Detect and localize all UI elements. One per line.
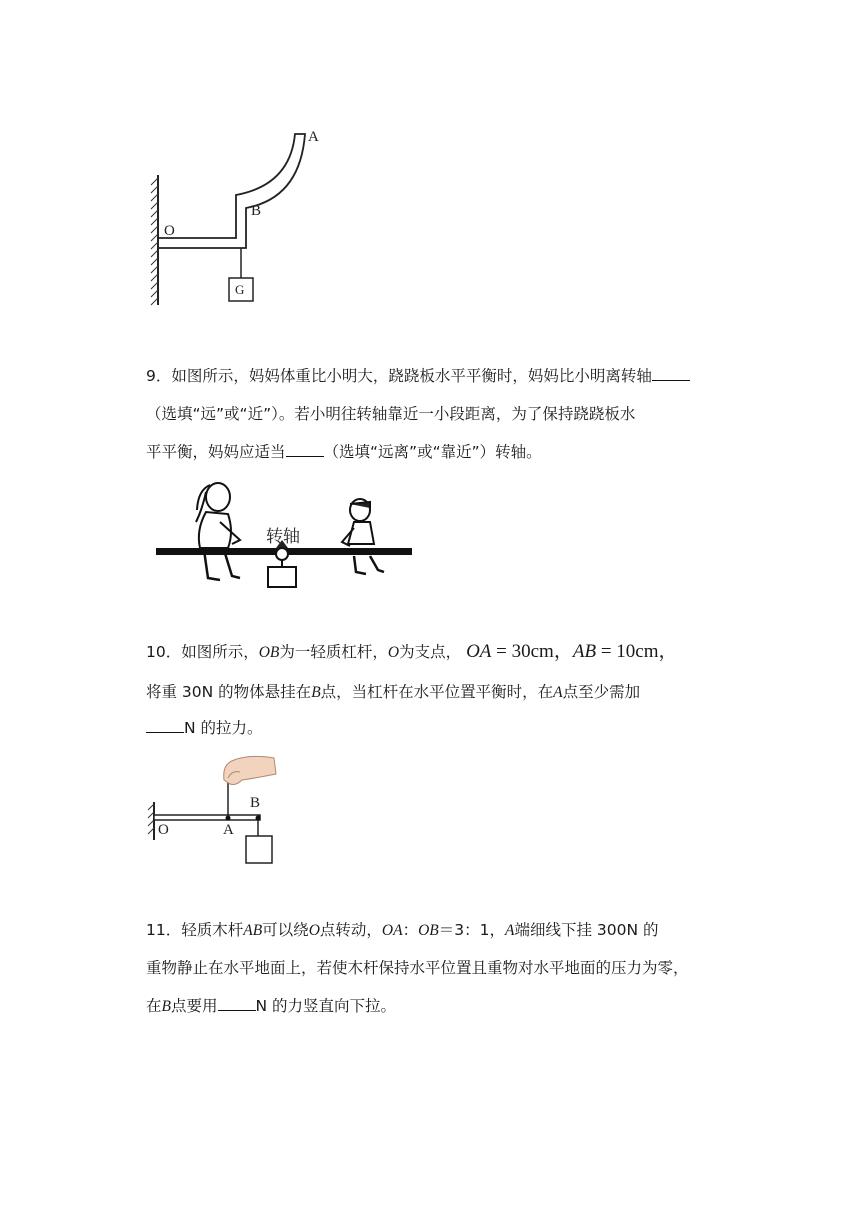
q11-line-2: 重物静止在水平地面上，若使木杆保持水平位置且重物对水平地面的压力为零， xyxy=(146,959,689,977)
var-OB: OB xyxy=(258,644,280,661)
q11-text: ＝3：1， xyxy=(438,921,505,939)
q9-line-2: （选填“远”或“近”）。若小明往转轴靠近一小段距离，为了保持跷跷板水 xyxy=(146,405,636,423)
label-A: A xyxy=(308,129,319,145)
q10-line-3 xyxy=(146,718,263,738)
var-OB: OB xyxy=(418,922,439,939)
q11-line-3 xyxy=(146,996,396,1017)
math-OA-value: = 30cm， xyxy=(491,641,573,662)
math-OA: OA xyxy=(466,641,492,662)
q11-text: 可以绕 xyxy=(262,921,309,939)
q9-line-1 xyxy=(146,366,690,386)
q11-text: 点转动， xyxy=(319,921,382,939)
q11-text: 点要用 xyxy=(170,997,218,1015)
var-B: B xyxy=(161,998,171,1015)
var-A: A xyxy=(553,684,563,701)
answer-blank[interactable] xyxy=(146,718,184,733)
var-OA: OA xyxy=(381,922,403,939)
q10-text: N 的拉力。 xyxy=(184,719,263,737)
label-B: B xyxy=(251,203,262,219)
var-AB: AB xyxy=(243,922,263,939)
var-B: B xyxy=(311,684,321,701)
math-AB: AB xyxy=(572,641,597,662)
lever-hand-drawing xyxy=(146,752,286,867)
q10-line-2 xyxy=(146,682,640,703)
q10-text: 点，当杠杆在水平位置平衡时，在 xyxy=(320,683,554,701)
q11-text: N 的力竖直向下拉。 xyxy=(255,997,397,1015)
equation-OA xyxy=(466,641,573,662)
label-G: G xyxy=(235,282,245,297)
label-A: A xyxy=(223,822,234,838)
q10-text: 为一轻质杠杆， xyxy=(279,643,388,661)
q10-text: 为支点， xyxy=(399,643,462,661)
figure-curved-lever xyxy=(140,120,340,310)
q11-line-1 xyxy=(146,920,659,941)
q11-text: 11．轻质木杆 xyxy=(146,921,244,939)
pivot-label: 转轴 xyxy=(266,527,300,547)
q10-text: 将重 30N 的物体悬挂在 xyxy=(146,683,312,701)
answer-blank[interactable] xyxy=(218,996,256,1011)
q10-text: 10．如图所示， xyxy=(146,643,259,661)
label-O: O xyxy=(158,822,169,838)
var-O: O xyxy=(387,644,400,661)
figure-lever-hand xyxy=(146,752,286,867)
q11-text: 在 xyxy=(146,997,162,1015)
figure-seesaw xyxy=(148,470,418,594)
q10-line-1 xyxy=(146,642,678,663)
q11-text: 端细线下挂 300N 的 xyxy=(514,921,659,939)
q9-text: 9．如图所示，妈妈体重比小明大，跷跷板水平平衡时，妈妈比小明离转轴 xyxy=(146,367,652,385)
q9-line-3 xyxy=(146,442,542,462)
var-A: A xyxy=(505,922,515,939)
var-O: O xyxy=(308,922,320,939)
label-O: O xyxy=(164,223,175,239)
q10-text: 点至少需加 xyxy=(562,683,641,701)
answer-blank[interactable] xyxy=(286,442,324,457)
equation-AB xyxy=(573,641,678,662)
label-B: B xyxy=(250,795,261,811)
answer-blank[interactable] xyxy=(652,366,690,381)
q9-text: （选填“远离”或“靠近”）转轴。 xyxy=(323,443,542,461)
q9-text: 平平衡，妈妈应适当 xyxy=(146,443,286,461)
q11-text: ： xyxy=(402,921,419,939)
math-AB-value: = 10cm， xyxy=(596,641,678,662)
